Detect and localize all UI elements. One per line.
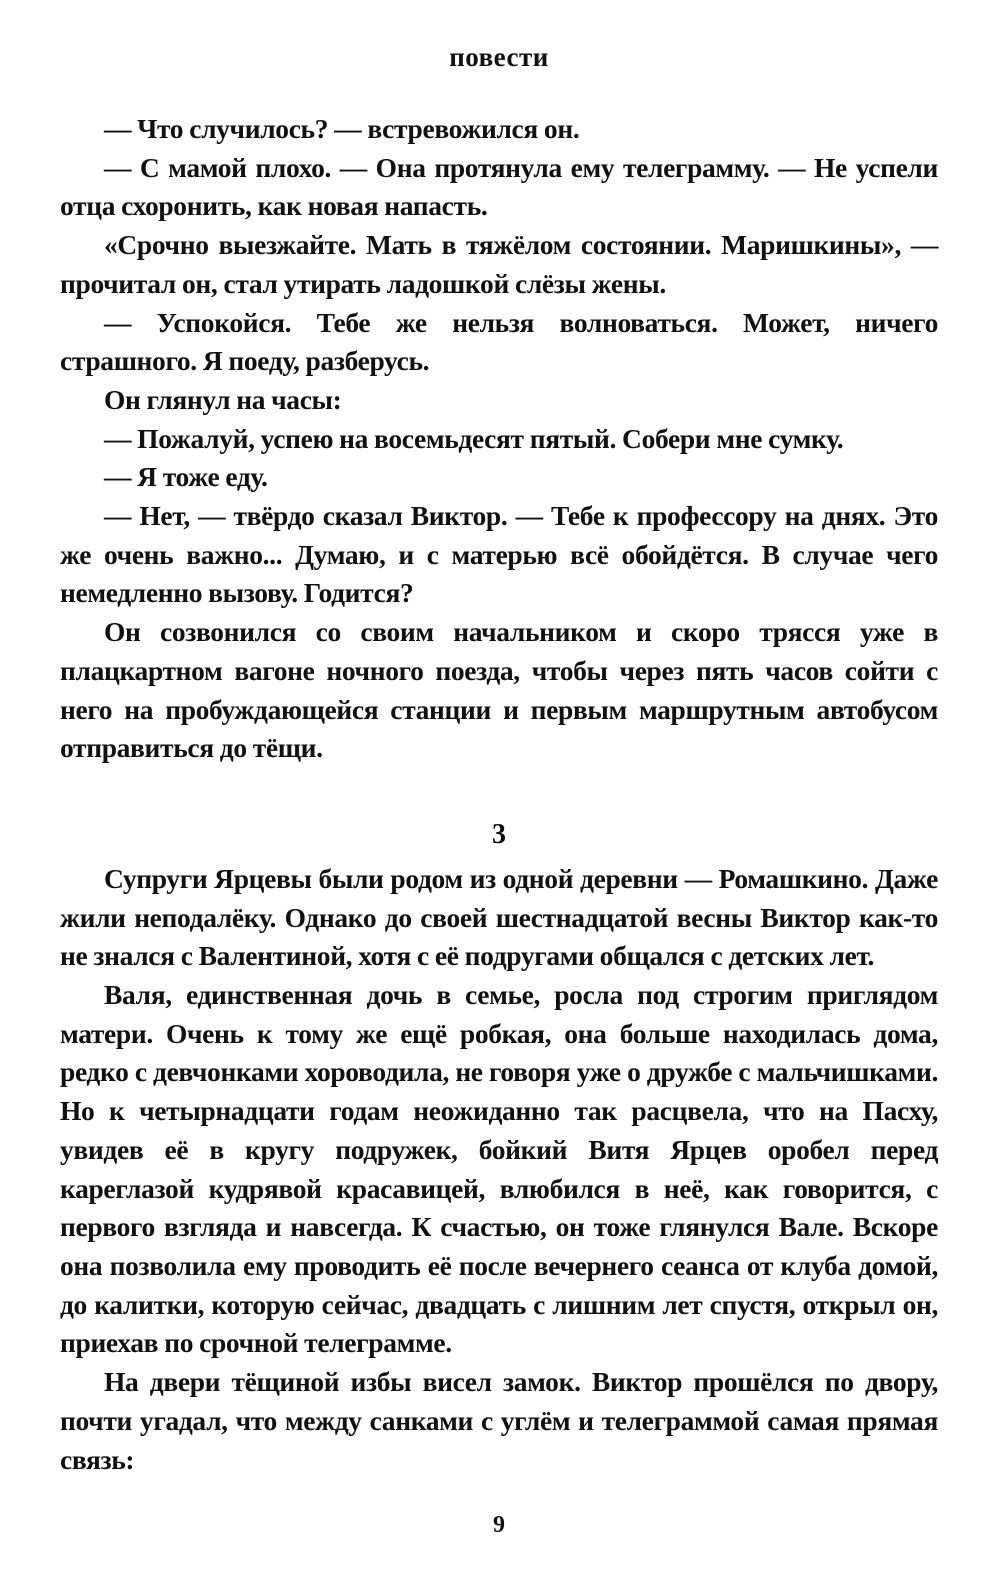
paragraph-2: — С мамой плохо. — Она протянула ему телеграмму. — Не успели отца схоронить, как новая напасть. bbox=[60, 151, 938, 222]
running-head: повести bbox=[449, 42, 549, 72]
text-block bbox=[60, 110, 938, 1479]
book-page bbox=[60, 0, 938, 1583]
paragraph-4: — Успокойся. Тебе же нельзя волноваться. Может, ничего страшного. Я поеду, разберусь. bbox=[60, 306, 938, 377]
paragraph-11: Валя, единственная дочь в семье, росла под строгим приглядом матери. Очень к тому же ещё робкая, она больше находилась дома, редко с девчонками хороводила, не говоря уже о дружбе с мальчишками. Но к четырнадцати годам неожиданно так расцвела, что на Пасху, увидев её в кругу подружек, бойкий Витя Ярцев оробел перед кареглазой кудрявой красавицей, влюбился в неё, как говорится, с первого взгляда и навсегда. К счастью, он тоже глянулся Вале. Вскоре она позволила ему проводить её после вечернего сеанса от клуба домой, до калитки, которую сейчас, двадцать с лишним лет спустя, открыл он, приехав по срочной телеграмме. bbox=[60, 979, 938, 1359]
paragraph-8: — Нет, — твёрдо сказал Виктор. — Тебе к профессору на днях. Это же очень важно... Думаю, и с матерью всё обойдётся. В случае чего немедленно вызову. Годится? bbox=[60, 500, 938, 609]
paragraph-1: — Что случилось? — встревожился он. bbox=[104, 113, 580, 144]
paragraph-7: — Я тоже еду. bbox=[104, 461, 268, 493]
paragraph-6: — Пожалуй, успею на восемьдесят пятый. Собери мне сумку. bbox=[104, 422, 844, 454]
page-number: 9 bbox=[493, 1512, 505, 1538]
section-number: 3 bbox=[492, 818, 506, 850]
paragraph-10: Супруги Ярцевы были родом из одной деревни — Ромашкино. Даже жили неподалёку. Однако до своей шестнадцатой весны Виктор как-то не знался с Валентиной, хотя с её подругами общался с детских лет. bbox=[60, 862, 938, 972]
paragraph-5: Он глянул на часы: bbox=[104, 383, 342, 415]
paragraph-12: На двери тёщиной избы висел замок. Виктор прошёлся по двору, почти угадал, что между санками с углём и телеграммой самая прямая связь: bbox=[60, 1366, 938, 1475]
paragraph-3: «Срочно выезжайте. Мать в тяжёлом состоянии. Маришкины», — прочитал он, стал утирать ладошкой слёзы жены. bbox=[60, 229, 938, 299]
paragraph-9: Он созвонился со своим начальником и скоро трясся уже в плацкартном вагоне ночного поезда, чтобы через пять часов сойти с него на пробуждающейся станции и первым маршрутным автобусом отправиться до тёщи. bbox=[60, 616, 938, 764]
